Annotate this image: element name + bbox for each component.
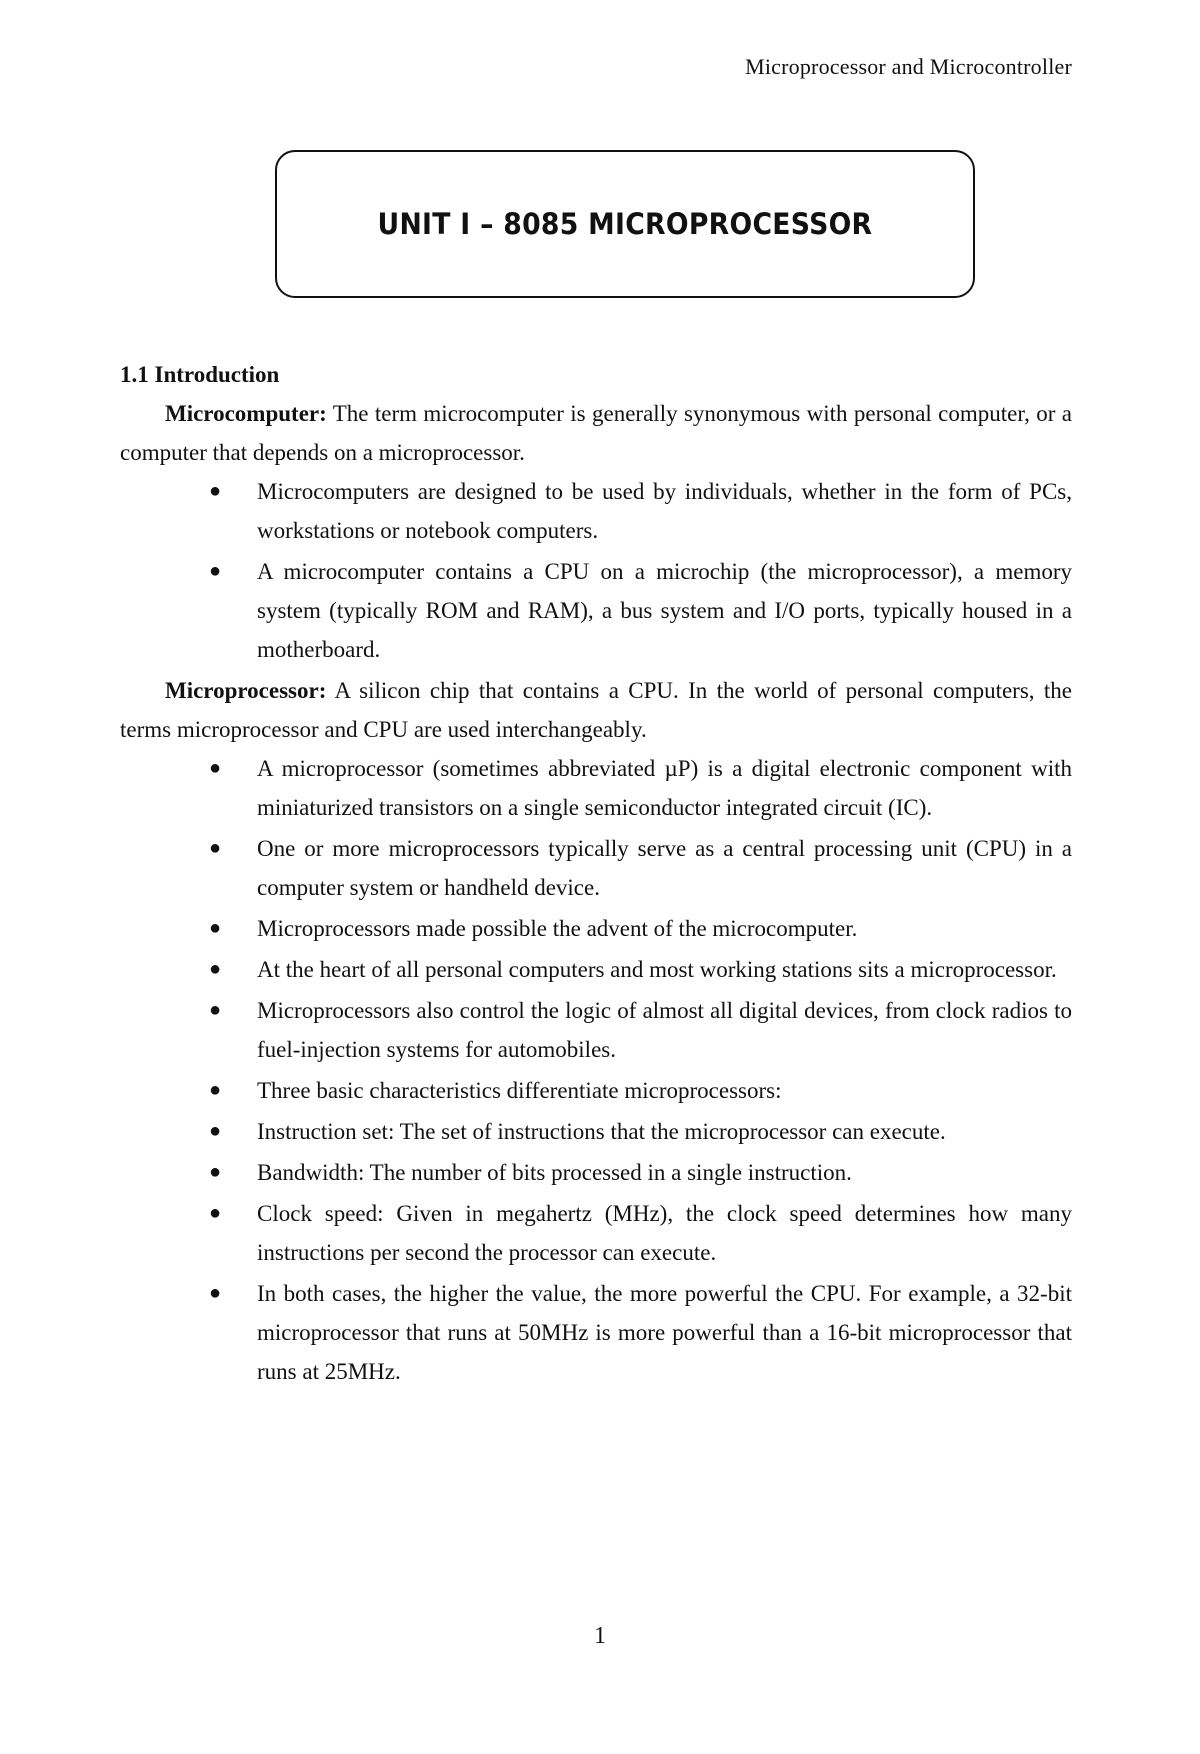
microcomputer-definition: The term microcomputer is generally synonymous with personal computer, or a computer that depends on a microprocessor. [120, 401, 1072, 465]
list-item [209, 950, 1072, 989]
microprocessor-definition: A silicon chip that contains a CPU. In the world of personal computers, the terms microprocessor and CPU are used interchangeably. [120, 678, 1072, 742]
running-header: Microprocessor and Microcontroller [745, 54, 1072, 79]
list-item [209, 991, 1072, 1069]
list-item-text: Bandwidth: The number of bits processed in a single instruction. [257, 1160, 852, 1185]
list-item-text: One or more microprocessors typically serve as a central processing unit (CPU) in a computer system or handheld device. [257, 836, 1072, 900]
list-item [209, 472, 1072, 550]
list-item-text: Microprocessors made possible the advent of the microcomputer. [257, 916, 858, 941]
list-item [209, 1071, 1072, 1110]
unit-title-box [275, 150, 975, 298]
microcomputer-bullet-list [120, 472, 1072, 669]
bullet-icon: ● [209, 958, 222, 980]
list-item-text: Instruction set: The set of instructions that the microprocessor can execute. [257, 1119, 946, 1144]
bullet-icon: ● [209, 1079, 222, 1101]
bullet-icon: ● [209, 560, 222, 582]
unit-title: UNIT I – 8085 MICROPROCESSOR [377, 207, 873, 241]
bullet-icon: ● [209, 757, 222, 779]
list-item-text: Clock speed: Given in megahertz (MHz), the clock speed determines how many instructions per second the processor can execute. [257, 1201, 1072, 1265]
bullet-icon: ● [209, 999, 222, 1021]
bullet-icon: ● [209, 1282, 222, 1304]
microprocessor-term: Microprocessor: [165, 678, 327, 703]
list-item [209, 909, 1072, 948]
list-item [209, 1274, 1072, 1391]
list-item-text: At the heart of all personal computers and most working stations sits a microprocessor. [257, 957, 1057, 982]
list-item [209, 829, 1072, 907]
bullet-icon: ● [209, 480, 222, 502]
list-item [209, 1112, 1072, 1151]
bullet-icon: ● [209, 1161, 222, 1183]
main-content [120, 355, 1072, 1393]
list-item-text: Three basic characteristics differentiate microprocessors: [257, 1078, 782, 1103]
microprocessor-bullet-list [120, 749, 1072, 1391]
list-item [209, 1194, 1072, 1272]
list-item-text: A microcomputer contains a CPU on a microchip (the microprocessor), a memory system (typically ROM and RAM), a bus system and I/O ports, typically housed in a motherboard. [257, 559, 1072, 662]
list-item-text: Microcomputers are designed to be used by individuals, whether in the form of PCs, workstations or notebook computers. [257, 479, 1072, 543]
bullet-icon: ● [209, 1120, 222, 1142]
bullet-icon: ● [209, 917, 222, 939]
list-item-text: A microprocessor (sometimes abbreviated µP) is a digital electronic component with miniaturized transistors on a single semiconductor integrated circuit (IC). [257, 756, 1072, 820]
list-item-text: In both cases, the higher the value, the more powerful the CPU. For example, a 32-bit microprocessor that runs at 50MHz is more powerful than a 16-bit microprocessor that runs at 25MHz. [257, 1281, 1072, 1384]
microprocessor-paragraph [120, 671, 1072, 749]
bullet-icon: ● [209, 837, 222, 859]
bullet-icon: ● [209, 1202, 222, 1224]
section-heading: 1.1 Introduction [120, 362, 280, 387]
list-item [209, 552, 1072, 669]
microcomputer-paragraph [120, 394, 1072, 472]
list-item [209, 749, 1072, 827]
list-item-text: Microprocessors also control the logic of almost all digital devices, from clock radios to fuel-injection systems for automobiles. [257, 998, 1072, 1062]
page-number: 1 [594, 1623, 606, 1649]
list-item [209, 1153, 1072, 1192]
microcomputer-term: Microcomputer: [165, 401, 327, 426]
